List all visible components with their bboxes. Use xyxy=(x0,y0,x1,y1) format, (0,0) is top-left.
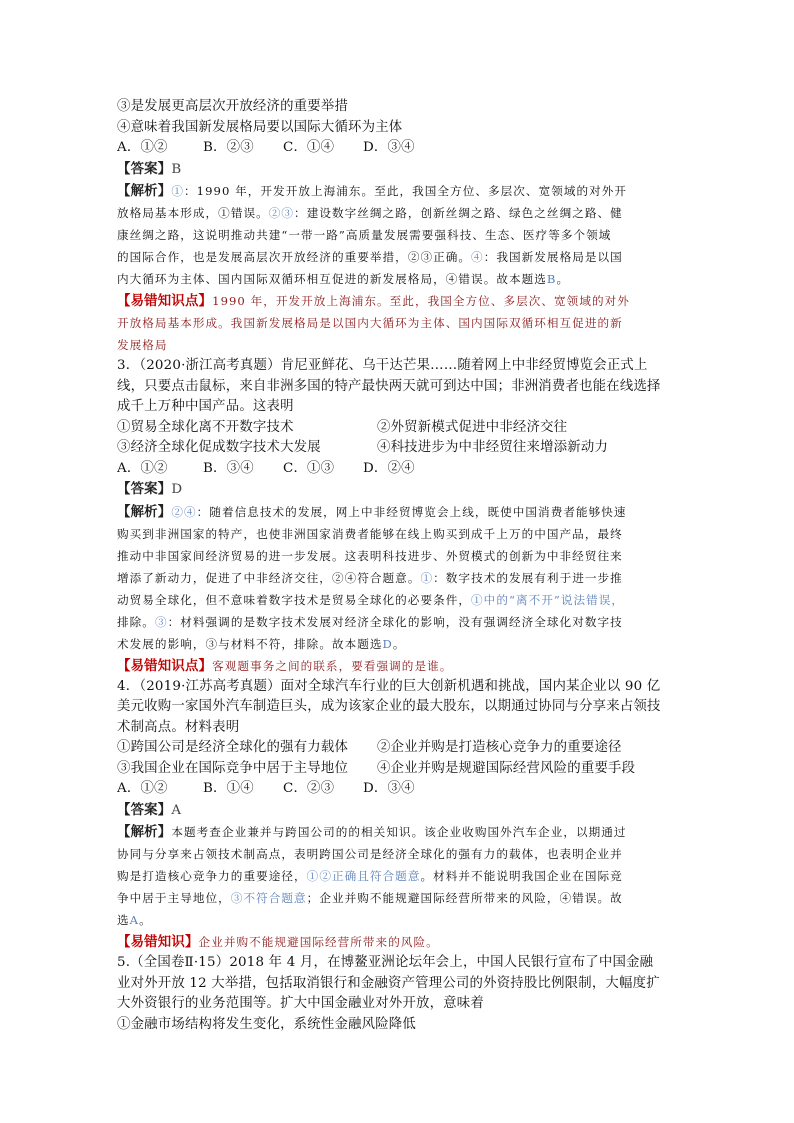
answer-tag: 【答案】 xyxy=(117,160,172,177)
prev-question-continuation xyxy=(117,97,677,356)
question-stem: 4．（2019·江苏高考真题）面对全球汽车行业的巨大创新机遇和挑战，国内某企业以 90 亿 xyxy=(117,678,661,694)
error-prone-note: 【易错知识点】1990 年，开发开放上海浦东。至此，我国全方位、多层次、宽领域的对外 开放格局基本形成。我国新发展格局是以国内大循环为主体、国内国际双循环相互促进的新 发展格局 xyxy=(117,293,630,352)
error-tag: 【易错知识点】 xyxy=(117,293,213,309)
answer-line: 【答案】D xyxy=(117,481,183,497)
choice-a: A．①② xyxy=(117,140,168,155)
choice-c: C．①④ xyxy=(283,140,335,155)
option-3: ③是发展更高层次开放经济的重要举措 xyxy=(117,99,349,114)
error-prone-note: 【易错知识】企业并购不能规避国际经营所带来的风险。 xyxy=(117,934,439,950)
explanation: 【解析】①：1990 年，开发开放上海浦东。至此，我国全方位、多层次、宽领域的对外开 放格局基本形成，①错误。②③：建设数字丝绸之路，创新丝绸之路、绿色之丝绸之路、健 康丝绸之路，这说明推动共建“一带一路”高质量发展需要强科技、生态、医疗等多个领域 的国际合作，也是发展高层次开放经济的重要举措，②③正确。④：我国新发展格局是以国 内大循环为主体、国内国际双循环相互促进的新发展格局，④错误。故本题选B。 xyxy=(117,183,628,286)
answer-value: B xyxy=(171,161,182,177)
error-prone-note: 【易错知识点】客观题事务之间的联系，要看强调的是谁。 xyxy=(117,657,453,674)
choice-b: B．②③ xyxy=(203,140,254,155)
explanation: 【解析】本题考查企业兼并与跨国公司的的相关知识。该企业收购国外汽车企业，以期通过 协同与分享来占领技术制高点，表明跨国公司是经济全球化的强有力的载体，也表明企业并 购是打造核心竞争力的重要途径，①②正确且符合题意。材料并不能说明我国企业在国际竞 争中居于主导地位，③不符合题意；企业并购不能规避国际经营所带来的风险，④错误。故 选A。 xyxy=(117,824,627,927)
question-5: 5.（全国卷Ⅱ·15）2018 年 4 月，在博鳌亚洲论坛年会上，中国人民银行宣布了中国金融 业对外开放 12 大举措，包括取消银行和金融资产管理公司的外资持股比例限制，大幅度扩 大外资银行的业务范围等。扩大中国金融业对外开放，意味着 ①金融市场结构将发生变化，系统性金融风险降低 xyxy=(117,953,677,1035)
answer-line: 【答案】A xyxy=(117,801,182,818)
explanation: 【解析】②④：随着信息技术的发展，网上中非经贸博览会上线，既使中国消费者能够快速 购买到非洲国家的特产，也使非洲国家消费者能够在线上购买到成千上万的中国产品，最终 推动中非国家间经济贸易的进一步发展。这表明科技进步、外贸模式的创新为中非经贸往来 增添了新动力，促进了中非经济交往，②④符合题意。①：数字技术的发展有利于进一步推 动贸易全球化，但不意味着数字技术是贸易全球化的必要条件，①中的“离不开”说法错误， 排除。③：材料强调的是数字技术发展对经济全球化的影响，没有强调经济全球化对数字技 术发展的影响，③与材料不符，排除。故本题选D。 xyxy=(117,503,627,651)
document-page xyxy=(117,97,677,1035)
statement-options: ①跨国公司是经济全球化的强有力载体 ②企业并购是打造核心竞争力的重要途径 xyxy=(117,740,622,755)
question-stem: 5.（全国卷Ⅱ·15）2018 年 4 月，在博鳌亚洲论坛年会上，中国人民银行宣布了中国金融 xyxy=(117,955,654,970)
answer-line xyxy=(117,159,677,181)
choices xyxy=(117,138,677,159)
option-1: ①金融市场结构将发生变化，系统性金融风险降低 xyxy=(117,1016,416,1032)
question-3: 3．（2020·浙江高考真题）肯尼亚鲜花、乌干达芒果……随着网上中非经贸博览会正式上 线，只要点击鼠标，来自非洲多国的特产最快两天就可到达中国；非洲消费者也能在线选择 成千上万种中国产品。这表明 ①贸易全球化离不开数字技术 ②外贸新模式促进中非经济交往 ③经济全球化促成数字技术大发展 ④科技进步为中非经贸往来增添新动力 A．①② B．③④ C．①③ D．②④ 【答案】D 【解析】②④：随着信息技术的发展，网上中非经贸博览会上线，既使中国消费者能够快速 购买到非洲国家的特产，也使非洲国家消费者能够在线上购买到成千上万的中国产品，最终 推动中非国家间经济贸易的进一步发展。这表明科技进步、外贸模式的创新为中非经贸往来 增添了新动力，促进了中非经济交往，②④符合题意。①：数字技术的发展有利于进一步推 动贸易全球化，但不意味着数字技术是贸易全球化的必要条件，①中的“离不开”说法错误， 排除。③：材料强调的是数字技术发展对经济全球化的影响，没有强调经济全球化对数字技 术发展的影响，③与材料不符，排除。故本题选D。 【易错知识点】客观题事务之间的联系，要看强调的是谁。 xyxy=(117,356,677,677)
question-4: 4．（2019·江苏高考真题）面对全球汽车行业的巨大创新机遇和挑战，国内某企业以 90 亿 美元收购一家国外汽车制造巨头，成为该家企业的最大股东，以期通过协同与分享来占领技 术制高点。材料表明 ①跨国公司是经济全球化的强有力载体 ②企业并购是打造核心竞争力的重要途径 ③我国企业在国际竞争中居于主导地位 ④企业并购是规避国际经营风险的重要手段 A．①② B．①④ C．②③ D．③④ 【答案】A 【解析】本题考查企业兼并与跨国公司的的相关知识。该企业收购国外汽车企业，以期通过 协同与分享来占领技术制高点，表明跨国公司是经济全球化的强有力的载体，也表明企业并 购是打造核心竞争力的重要途径，①②正确且符合题意。材料并不能说明我国企业在国际竞 争中居于主导地位，③不符合题意；企业并购不能规避国际经营所带来的风险，④错误。故 选A。 【易错知识】企业并购不能规避国际经营所带来的风险。 xyxy=(117,677,677,954)
question-stem: 3．（2020·浙江高考真题）肯尼亚鲜花、乌干达芒果……随着网上中非经贸博览会正式上 xyxy=(117,358,648,373)
choices: A．①② B．③④ C．①③ D．②④ xyxy=(117,460,415,476)
statement-options: ①贸易全球化离不开数字技术 ②外贸新模式促进中非经济交往 xyxy=(117,419,568,435)
option-4: ④意味着我国新发展格局要以国际大循环为主体 xyxy=(117,119,403,135)
choices: A．①② B．①④ C．②③ D．③④ xyxy=(117,781,415,796)
explanation-tag: 【解析】 xyxy=(117,183,172,199)
choice-d: D．③④ xyxy=(363,140,415,155)
